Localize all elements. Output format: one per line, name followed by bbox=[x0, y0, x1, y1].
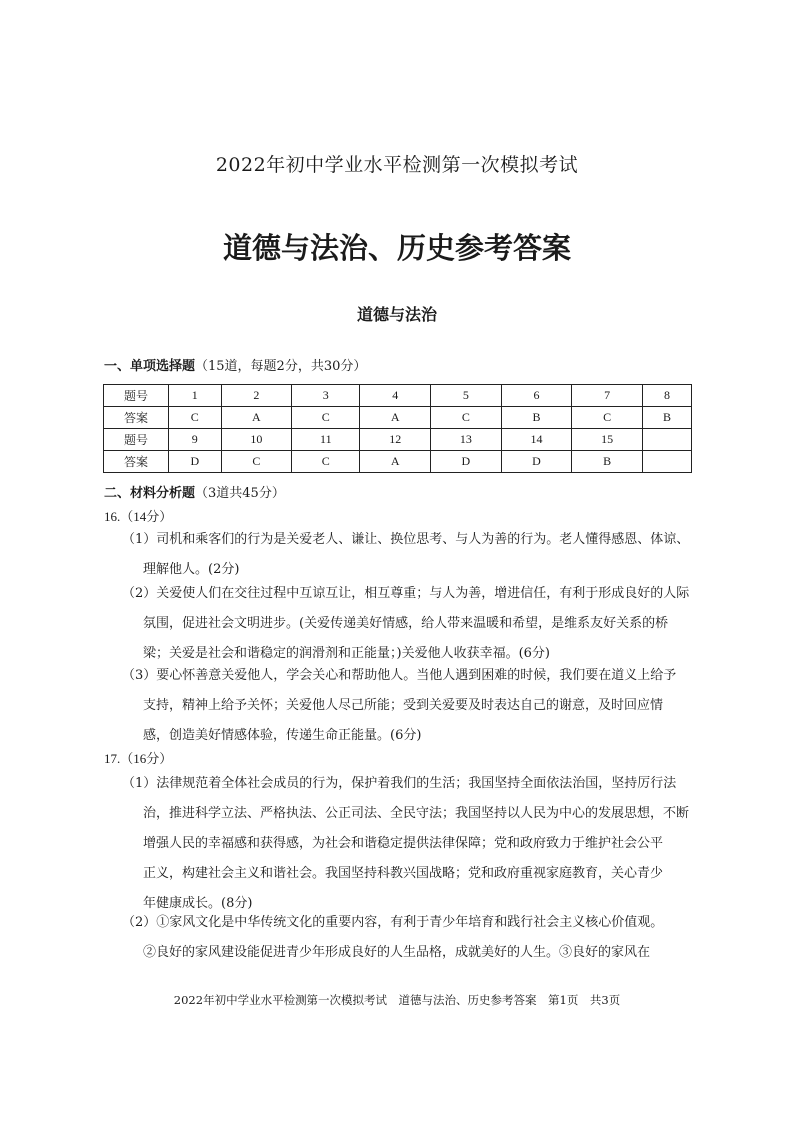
answer-line: 增强人民的幸福感和获得感，为社会和谐稳定提供法律保障；党和政府致力于维护社会公平 bbox=[143, 836, 664, 851]
answer-line: 氛围，促进社会文明进步。(关爱传递美好情感，给人带来温暖和希望，是维系友好关系的桥 bbox=[143, 616, 669, 631]
table-cell: 7 bbox=[572, 385, 643, 407]
table-cell: C bbox=[169, 407, 222, 429]
q16-answer-3 bbox=[122, 661, 696, 751]
table-cell: 题号 bbox=[104, 385, 169, 407]
table-cell: C bbox=[572, 407, 643, 429]
table-cell: 10 bbox=[221, 429, 292, 451]
table-cell: D bbox=[431, 451, 502, 473]
answer-line: 正义，构建社会主义和谐社会。我国坚持科教兴国战略；党和政府重视家庭教育，关心青少 bbox=[143, 866, 664, 881]
table-cell bbox=[642, 451, 691, 473]
table-cell: B bbox=[572, 451, 643, 473]
q17-answer-2 bbox=[122, 908, 696, 968]
answer-line: 支持，精神上给予关怀；关爱他人尽己所能；受到关爱要及时表达自己的谢意，及时回应情 bbox=[143, 698, 664, 713]
section-2-title: 二、材料分析题 bbox=[104, 486, 196, 501]
table-cell: A bbox=[360, 451, 431, 473]
section-2-note: （3道共45分） bbox=[195, 486, 285, 501]
answer-line: 治，推进科学立法、严格执法、公正司法、全民守法；我国坚持以人民为中心的发展思想，不断 bbox=[143, 806, 690, 821]
table-cell: 8 bbox=[642, 385, 691, 407]
answer-line: （1）司机和乘客们的行为是关爱老人、谦让、换位思考、与人为善的行为。老人懂得感恩、体谅、 bbox=[122, 532, 690, 547]
section-1-note: （15道，每题2分，共30分） bbox=[195, 359, 367, 374]
section-1-heading bbox=[104, 355, 366, 374]
table-cell: 1 bbox=[169, 385, 222, 407]
q16-answer-2 bbox=[122, 579, 696, 669]
answer-line: 理解他人。(2分) bbox=[143, 562, 240, 577]
section-1-title: 一、单项选择题 bbox=[104, 359, 196, 374]
table-row bbox=[104, 429, 692, 451]
answer-line: ②良好的家风建设能促进青少年形成良好的人生品格，成就美好的人生。③良好的家风在 bbox=[143, 945, 651, 960]
q17-answer-1 bbox=[122, 769, 696, 919]
q16-answer-1 bbox=[122, 525, 696, 585]
table-cell: D bbox=[501, 451, 572, 473]
answer-line: （1）法律规范着全体社会成员的行为，保护着我们的生活；我国坚持全面依法治国，坚持厉行法 bbox=[122, 776, 677, 791]
answer-line: 年健康成长。(8分) bbox=[143, 896, 253, 911]
table-row bbox=[104, 385, 692, 407]
table-cell: 12 bbox=[360, 429, 431, 451]
table-cell bbox=[642, 429, 691, 451]
answer-line: （3）要心怀善意关爱他人，学会关心和帮助他人。当他人遇到困难的时候，我们要在道义上给予 bbox=[122, 668, 677, 683]
table-row bbox=[104, 451, 692, 473]
question-16-label: 16.（14分） bbox=[104, 509, 173, 524]
answer-line: （2）①家风文化是中华传统文化的重要内容，有利于青少年培育和践行社会主义核心价值观。 bbox=[122, 915, 664, 930]
answer-table bbox=[103, 384, 692, 473]
table-cell: 13 bbox=[431, 429, 502, 451]
table-row bbox=[104, 407, 692, 429]
table-cell: 14 bbox=[501, 429, 572, 451]
table-cell: 15 bbox=[572, 429, 643, 451]
table-cell: B bbox=[642, 407, 691, 429]
table-cell: C bbox=[292, 451, 360, 473]
table-cell: 3 bbox=[292, 385, 360, 407]
table-cell: 5 bbox=[431, 385, 502, 407]
table-cell: C bbox=[431, 407, 502, 429]
table-cell: C bbox=[221, 451, 292, 473]
table-cell: 2 bbox=[221, 385, 292, 407]
subject-title: 道德与法治 bbox=[356, 305, 437, 324]
page-footer: 2022年初中学业水平检测第一次模拟考试 道德与法治、历史参考答案 第1页 共3页 bbox=[173, 993, 621, 1007]
table-cell: 11 bbox=[292, 429, 360, 451]
answer-line: 感，创造美好情感体验，传递生命正能量。(6分) bbox=[143, 728, 422, 743]
table-cell: A bbox=[221, 407, 292, 429]
table-cell: 答案 bbox=[104, 407, 169, 429]
table-cell: 9 bbox=[169, 429, 222, 451]
table-cell: 题号 bbox=[104, 429, 169, 451]
table-cell: 4 bbox=[360, 385, 431, 407]
table-cell: 6 bbox=[501, 385, 572, 407]
question-17-label: 17.（16分） bbox=[104, 751, 173, 766]
table-cell: D bbox=[169, 451, 222, 473]
answer-line: （2）关爱使人们在交往过程中互谅互让，相互尊重；与人为善，增进信任，有利于形成良好的人际 bbox=[122, 586, 690, 601]
table-cell: B bbox=[501, 407, 572, 429]
document-title: 道德与法治、历史参考答案 bbox=[222, 231, 571, 265]
answer-line: 梁；关爱是社会和谐稳定的润滑剂和正能量；)关爱他人收获幸福。(6分) bbox=[143, 646, 550, 661]
table-cell: C bbox=[292, 407, 360, 429]
section-2-heading bbox=[104, 482, 285, 501]
table-cell: A bbox=[360, 407, 431, 429]
table-cell: 答案 bbox=[104, 451, 169, 473]
exam-title: 2022年初中学业水平检测第一次模拟考试 bbox=[215, 154, 579, 176]
